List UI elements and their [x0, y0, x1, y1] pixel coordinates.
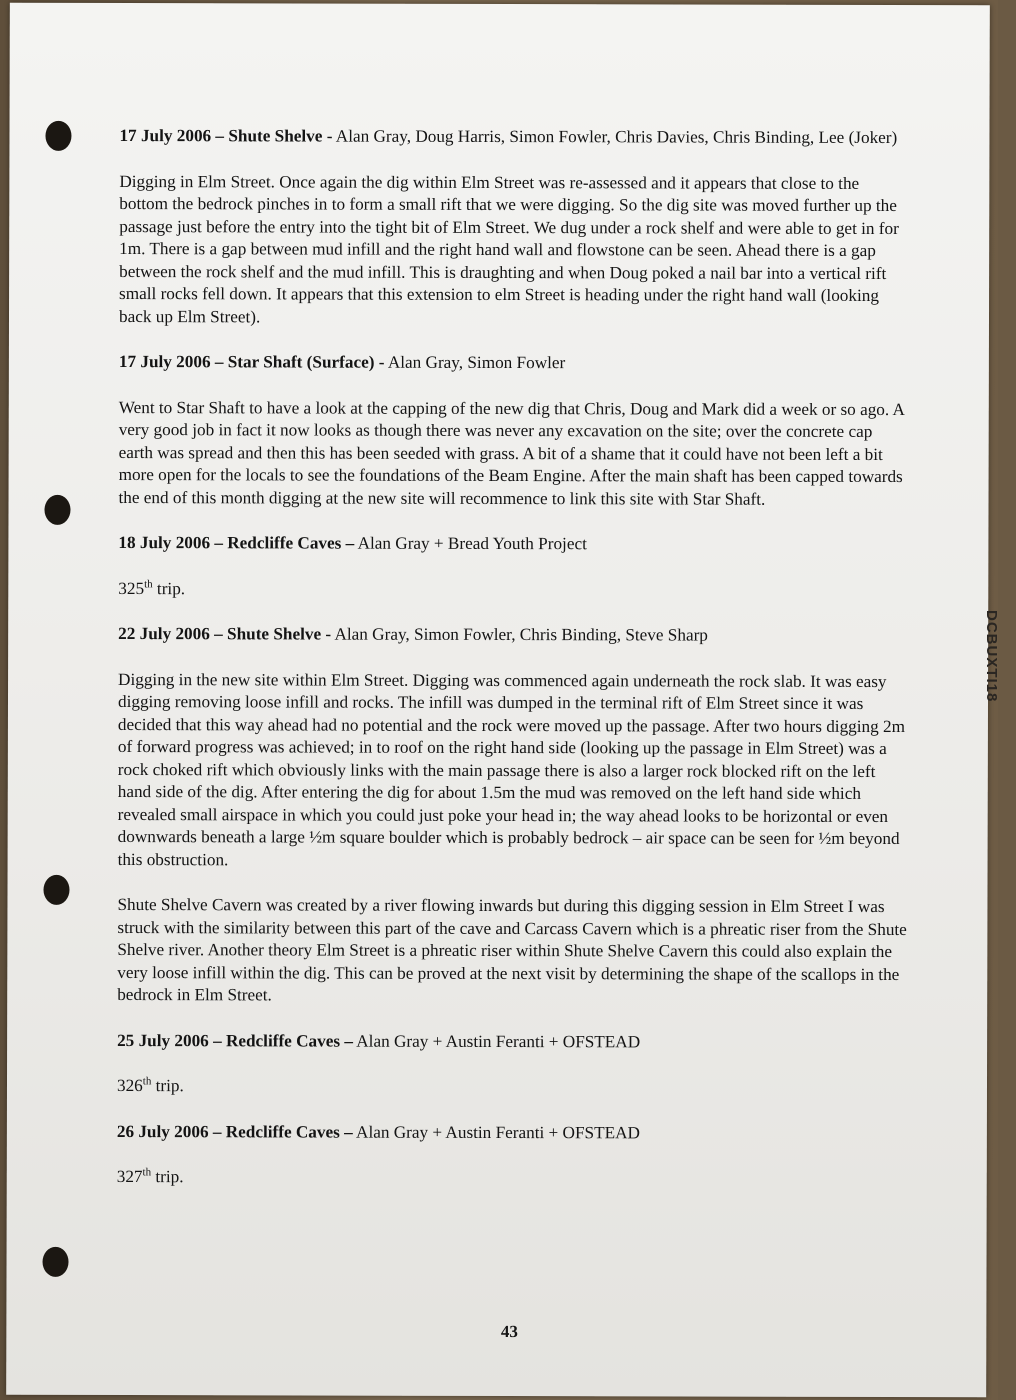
entry-people: Alan Gray, Simon Fowler, Chris Binding, Steve Sharp — [331, 624, 708, 645]
trip-count — [118, 578, 908, 603]
trip-ordinal: th — [142, 1166, 152, 1179]
trip-count — [117, 1166, 907, 1191]
binder-edge-label: DCBUXTI18 — [983, 610, 1000, 703]
trip-count — [117, 1075, 907, 1100]
document-page — [6, 3, 990, 1398]
entry-heading — [117, 1030, 907, 1055]
entry-date-title: 17 July 2006 – Star Shaft (Surface) - — [118, 352, 385, 372]
trip-ordinal: th — [144, 577, 153, 590]
log-content — [117, 125, 910, 1214]
entry-people: Alan Gray + Bread Youth Project — [354, 533, 587, 554]
entry-paragraph: Shute Shelve Cavern was created by a river flowing inwards but during this digging session in Elm Street I was struck with the similarity between this part of the cave and Carcass Cavern which is a phreatic riser from the Shute Shelve river. Another theory Elm Street is a phreatic riser within Shute Shelve Cavern this could also explain the very loose infill within the dig. This can be proved at the next visit by determining the shape of the scallops in the bedrock in Elm Street. — [117, 895, 907, 1005]
trip-label: trip. — [152, 578, 186, 598]
trip-label: trip. — [151, 1076, 184, 1096]
entry-date-title: 17 July 2006 – Shute Shelve - — [119, 126, 333, 146]
entry-people: Alan Gray, Doug Harris, Simon Fowler, Chris Davies, Chris Binding, Lee (Joker) — [332, 126, 898, 148]
punch-hole — [44, 495, 70, 525]
trip-number: 326 — [116, 1076, 143, 1096]
entry-heading — [119, 125, 909, 150]
punch-hole — [42, 1247, 68, 1277]
entry-people: Alan Gray + Austin Feranti + OFSTEAD — [352, 1122, 640, 1142]
trip-number: 327 — [116, 1167, 143, 1187]
trip-number: 325 — [118, 578, 145, 598]
entry-heading — [119, 351, 909, 376]
trip-ordinal: th — [142, 1075, 152, 1088]
entry-paragraph: Went to Star Shaft to have a look at the capping of the new dig that Chris, Doug and Mark did a week or so ago. A very good job in fact it now looks as though there was never any excavation on the site; over the concrete cap earth was spread and then this has been seeded with grass. A bit of a shame that it could have not been left a bit more open for the locals to see the foundations of the Beam Engine. After the main shaft has been capped towards the end of this month digging at the new site will recommence to link this site with Star Shaft. — [118, 397, 905, 509]
punch-hole — [45, 121, 71, 151]
entry-date-title: 18 July 2006 – Redcliffe Caves – — [118, 533, 355, 553]
entry-people: Alan Gray, Simon Fowler — [384, 352, 566, 373]
entry-paragraph: Digging in Elm Street. Once again the dig within Elm Street was re-assessed and it appears that close to the bottom the bedrock pinches in to form a small rift that we were digging. So the dig site was moved further up the passage just before the entry into the tight bit of Elm Street. We dug under a rock shelf and were able to get in for 1m. There is a gap between mud infill and the right hand wall and flowstone can be seen. Ahead there is a gap between the rock shelf and the mud infill. This is draughting and when Doug poked a nail bar into a vertical rift small rocks fell down. It appears that this extension to elm Street is heading under the right hand wall (looking back up Elm Street). — [118, 171, 899, 326]
entry-heading — [117, 1121, 907, 1146]
punch-hole — [43, 875, 69, 905]
entry-date-title: 25 July 2006 – Redcliffe Caves – — [117, 1030, 353, 1051]
entry-paragraph: Digging in the new site within Elm Street. Digging was commenced again underneath the rock slab. It was easy digging removing loose infill and rocks. The infill was dumped in the terminal rift of Elm Street since it was decided that this way ahead had no potential and the rock were moved up the passage. After two hours digging 2m of forward progress was achieved; in to roof on the right hand side (looking up the passage in Elm Street) was a rock choked rift which obviously links with the main passage there is also a larger rock blocked rift on the left hand side of the dig. After entering the dig for about 1.5m the mud was removed on the left hand side which revealed small airspace in which you could just poke your head in; the way ahead looks to be horizontal or even downwards beneath a large ½m square boulder which is probably bedrock – air space can be seen for ½m beyond this obstruction. — [117, 669, 906, 869]
entry-heading — [118, 623, 908, 648]
entry-people: Alan Gray + Austin Feranti + OFSTEAD — [352, 1031, 641, 1051]
trip-label: trip. — [151, 1167, 184, 1187]
entry-date-title: 22 July 2006 – Shute Shelve - — [118, 624, 332, 644]
entry-date-title: 26 July 2006 – Redcliffe Caves – — [116, 1121, 353, 1142]
entry-heading — [118, 532, 908, 557]
page-number: 43 — [500, 1322, 518, 1342]
